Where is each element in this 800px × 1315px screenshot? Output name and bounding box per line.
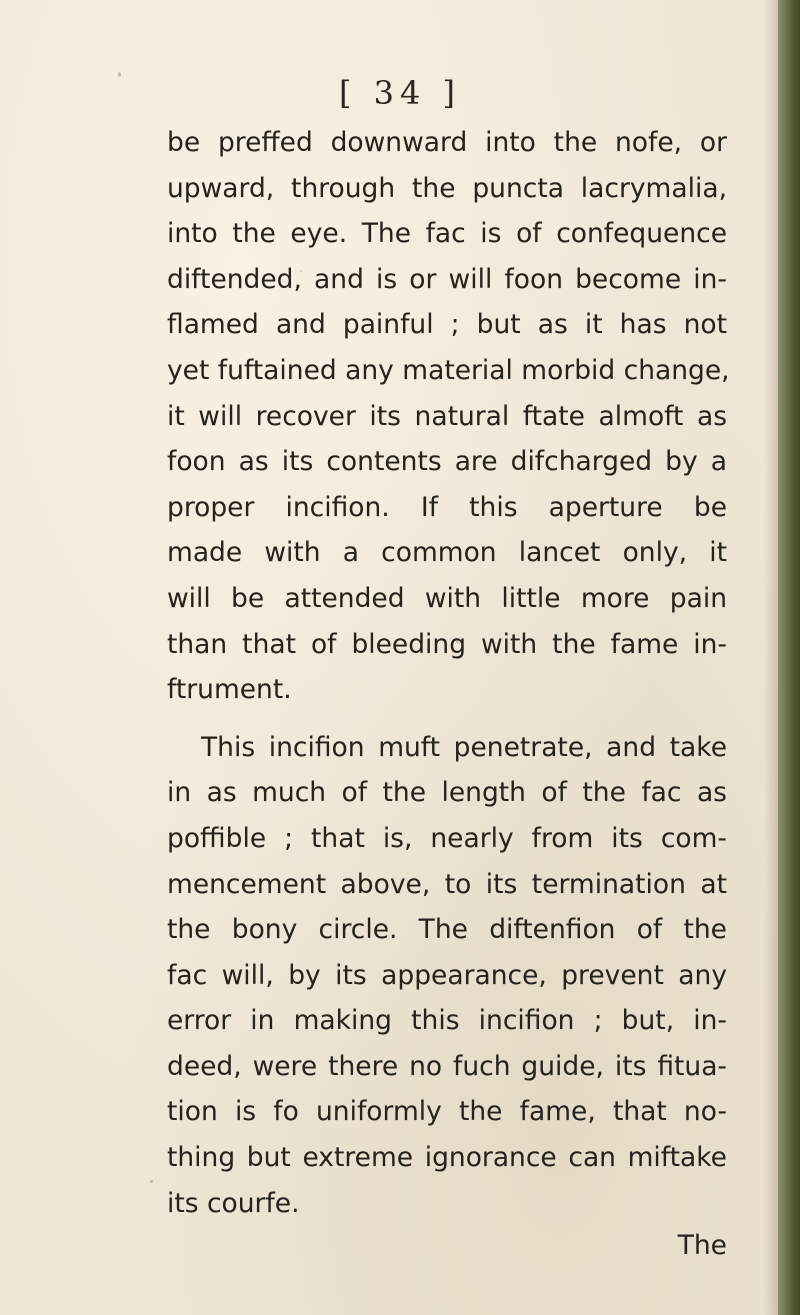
book-binding-edge bbox=[778, 0, 800, 1315]
text-line: error in making this incifion ; but, in- bbox=[167, 1005, 727, 1037]
text-line: deed, were there no fuch guide, its fitua- bbox=[167, 1050, 727, 1082]
catchword: The bbox=[677, 1230, 727, 1261]
text-line: yet fuftained any material morbid change, bbox=[167, 354, 730, 386]
paragraph-2 bbox=[167, 725, 727, 1227]
text-line: flamed and painful ; but as it has not bbox=[167, 309, 727, 341]
binding-shadow bbox=[764, 0, 778, 1315]
text-line: will be attended with little more pain bbox=[167, 582, 727, 614]
text-line: made with a common lancet only, it bbox=[167, 537, 727, 569]
body-text bbox=[167, 120, 730, 1226]
text-line: upward, through the puncta lacrymalia, bbox=[167, 172, 727, 204]
page-number: [ 34 ] bbox=[338, 74, 462, 112]
text-line: foon as its contents are difcharged by a bbox=[167, 446, 727, 478]
text-line: be preffed downward into the nofe, or bbox=[167, 127, 727, 158]
text-line: poffible ; that is, nearly from its com- bbox=[167, 822, 727, 854]
paragraph-gap bbox=[167, 713, 727, 725]
text-line: tion is fo uniformly the fame, that no- bbox=[167, 1096, 727, 1128]
text-line: This incifion muft penetrate, and take bbox=[201, 731, 727, 763]
paragraph-1 bbox=[167, 120, 730, 713]
paper-speck bbox=[150, 1180, 153, 1183]
text-line: diftended, and is or will foon become in- bbox=[167, 263, 727, 295]
text-line: its courfe. bbox=[167, 1187, 300, 1219]
text-line: fac will, by its appearance, prevent any bbox=[167, 959, 727, 991]
text-line: mencement above, to its termination at bbox=[167, 868, 727, 900]
text-line: in as much of the length of the fac as bbox=[167, 777, 727, 809]
text-line: the bony circle. The diftenfion of the bbox=[167, 914, 727, 946]
text-line: proper incifion. If this aperture be bbox=[167, 491, 727, 523]
text-line: thing but extreme ignorance can miftake bbox=[167, 1142, 727, 1174]
text-line: ftrument. bbox=[167, 674, 292, 706]
text-line: it will recover its natural ftate almoft as bbox=[167, 400, 727, 432]
text-line: than that of bleeding with the fame in- bbox=[167, 628, 727, 660]
text-line: into the eye. The fac is of confequence bbox=[167, 218, 727, 250]
